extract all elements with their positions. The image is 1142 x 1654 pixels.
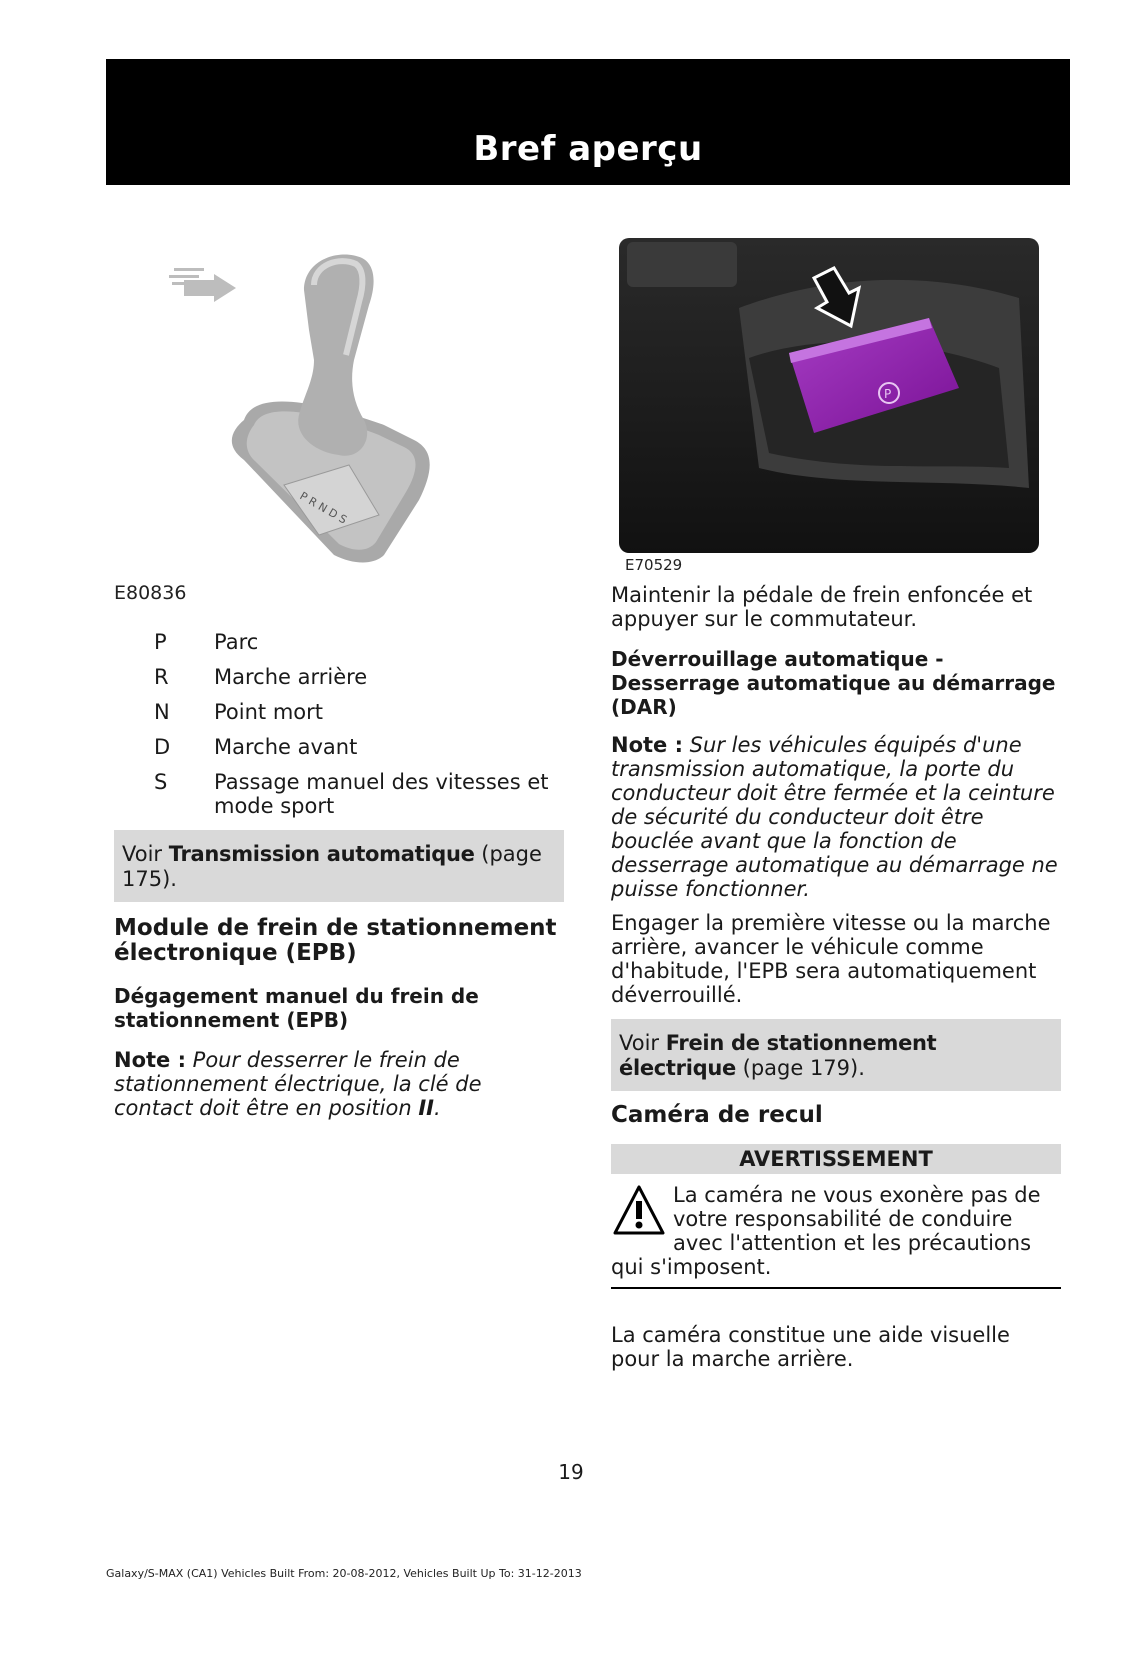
engage-gear-text: Engager la première vitesse ou la marche arrière, avancer le véhicule comme d'habitude, l'EPB sera automatiquement déverrouillé. bbox=[611, 911, 1051, 1007]
gear-label: Marche arrière bbox=[214, 665, 368, 689]
note-text: Pour desserrer le frein de stationnement électrique, la clé de contact doit être en position bbox=[114, 1048, 482, 1120]
epb-release-heading: Dégagement manuel du frein de stationnement (EPB) bbox=[114, 984, 479, 1032]
epb-switch-figure bbox=[611, 238, 1061, 578]
parking-brake-link[interactable]: Frein de stationnement électrique bbox=[619, 1031, 937, 1080]
note-label: Note : bbox=[114, 1048, 186, 1072]
right-column bbox=[611, 238, 1061, 1371]
gear-label: Marche avant bbox=[214, 735, 358, 759]
warning-triangle-icon bbox=[611, 1183, 673, 1239]
rear-camera-heading: Caméra de recul bbox=[611, 1102, 823, 1128]
footer-vehicle-info: Galaxy/S-MAX (CA1) Vehicles Built From: 20-08-2012, Vehicles Built Up To: 31-12-2013 bbox=[106, 1567, 582, 1580]
note-end: . bbox=[433, 1096, 441, 1120]
see-transmission-box bbox=[114, 830, 564, 902]
gear-label: Passage manuel des vitesses et mode sport bbox=[214, 770, 549, 818]
see-suffix: (page 175). bbox=[122, 842, 542, 891]
epb-module-heading: Module de frein de stationnement électronique (EPB) bbox=[114, 915, 557, 966]
see-prefix: Voir bbox=[619, 1031, 666, 1055]
transmission-link[interactable]: Transmission automatique bbox=[168, 842, 475, 866]
epb-note bbox=[114, 1048, 564, 1120]
gear-list bbox=[114, 630, 564, 818]
gear-selector-illustration bbox=[114, 240, 564, 565]
gear-row-p bbox=[114, 630, 564, 654]
dar-note bbox=[611, 733, 1061, 901]
svg-text:P: P bbox=[884, 387, 892, 401]
note-label: Note : bbox=[611, 733, 683, 757]
gear-key: S bbox=[154, 770, 168, 794]
svg-text:P R N D S: P R N D S bbox=[297, 489, 349, 527]
warning-block bbox=[611, 1144, 1061, 1289]
camera-description: La caméra constitue une aide visuelle pour la marche arrière. bbox=[611, 1323, 1010, 1371]
epb-switch-illustration bbox=[619, 238, 1039, 553]
gear-key: R bbox=[154, 665, 169, 689]
warning-text: La caméra ne vous exonère pas de votre responsabilité de conduire avec l'attention et les précautions qui s'imposent. bbox=[611, 1183, 1041, 1279]
note-text: Sur les véhicules équipés d'une transmission automatique, la porte du conducteur doit être fermée et la ceinture de sécurité du conducteur doit être bouclée avant que la fonction de desserrage automatique au démarrage ne puisse fonctionner. bbox=[611, 733, 1058, 901]
gear-selector-figure bbox=[114, 240, 564, 604]
gear-row-d bbox=[114, 735, 564, 759]
gear-key: P bbox=[154, 630, 167, 654]
see-electric-parking-brake-box bbox=[611, 1019, 1061, 1091]
push-arrow-icon bbox=[169, 268, 236, 302]
gear-row-n bbox=[114, 700, 564, 724]
dar-heading: Déverrouillage automatique - Desserrage automatique au démarrage (DAR) bbox=[611, 647, 1056, 719]
figure-id-e80836: E80836 bbox=[114, 582, 187, 604]
gear-label: Point mort bbox=[214, 700, 323, 724]
page-header bbox=[106, 59, 1070, 185]
page-title: Bref aperçu bbox=[473, 129, 703, 169]
gear-key: N bbox=[154, 700, 170, 724]
warning-title: AVERTISSEMENT bbox=[611, 1144, 1061, 1174]
gear-key: D bbox=[154, 735, 171, 759]
page-number: 19 bbox=[558, 1460, 584, 1484]
gear-label: Parc bbox=[214, 630, 259, 654]
gear-row-s bbox=[114, 770, 564, 818]
left-column bbox=[114, 240, 564, 1120]
see-prefix: Voir bbox=[122, 842, 169, 866]
warning-body bbox=[611, 1174, 1061, 1289]
figure-id-e70529: E70529 bbox=[625, 556, 683, 574]
gear-row-r bbox=[114, 665, 564, 689]
epb-press-instruction: Maintenir la pédale de frein enfoncée et appuyer sur le commutateur. bbox=[611, 583, 1033, 631]
see-suffix: (page 179). bbox=[735, 1056, 865, 1080]
note-key-position: II bbox=[418, 1096, 434, 1120]
